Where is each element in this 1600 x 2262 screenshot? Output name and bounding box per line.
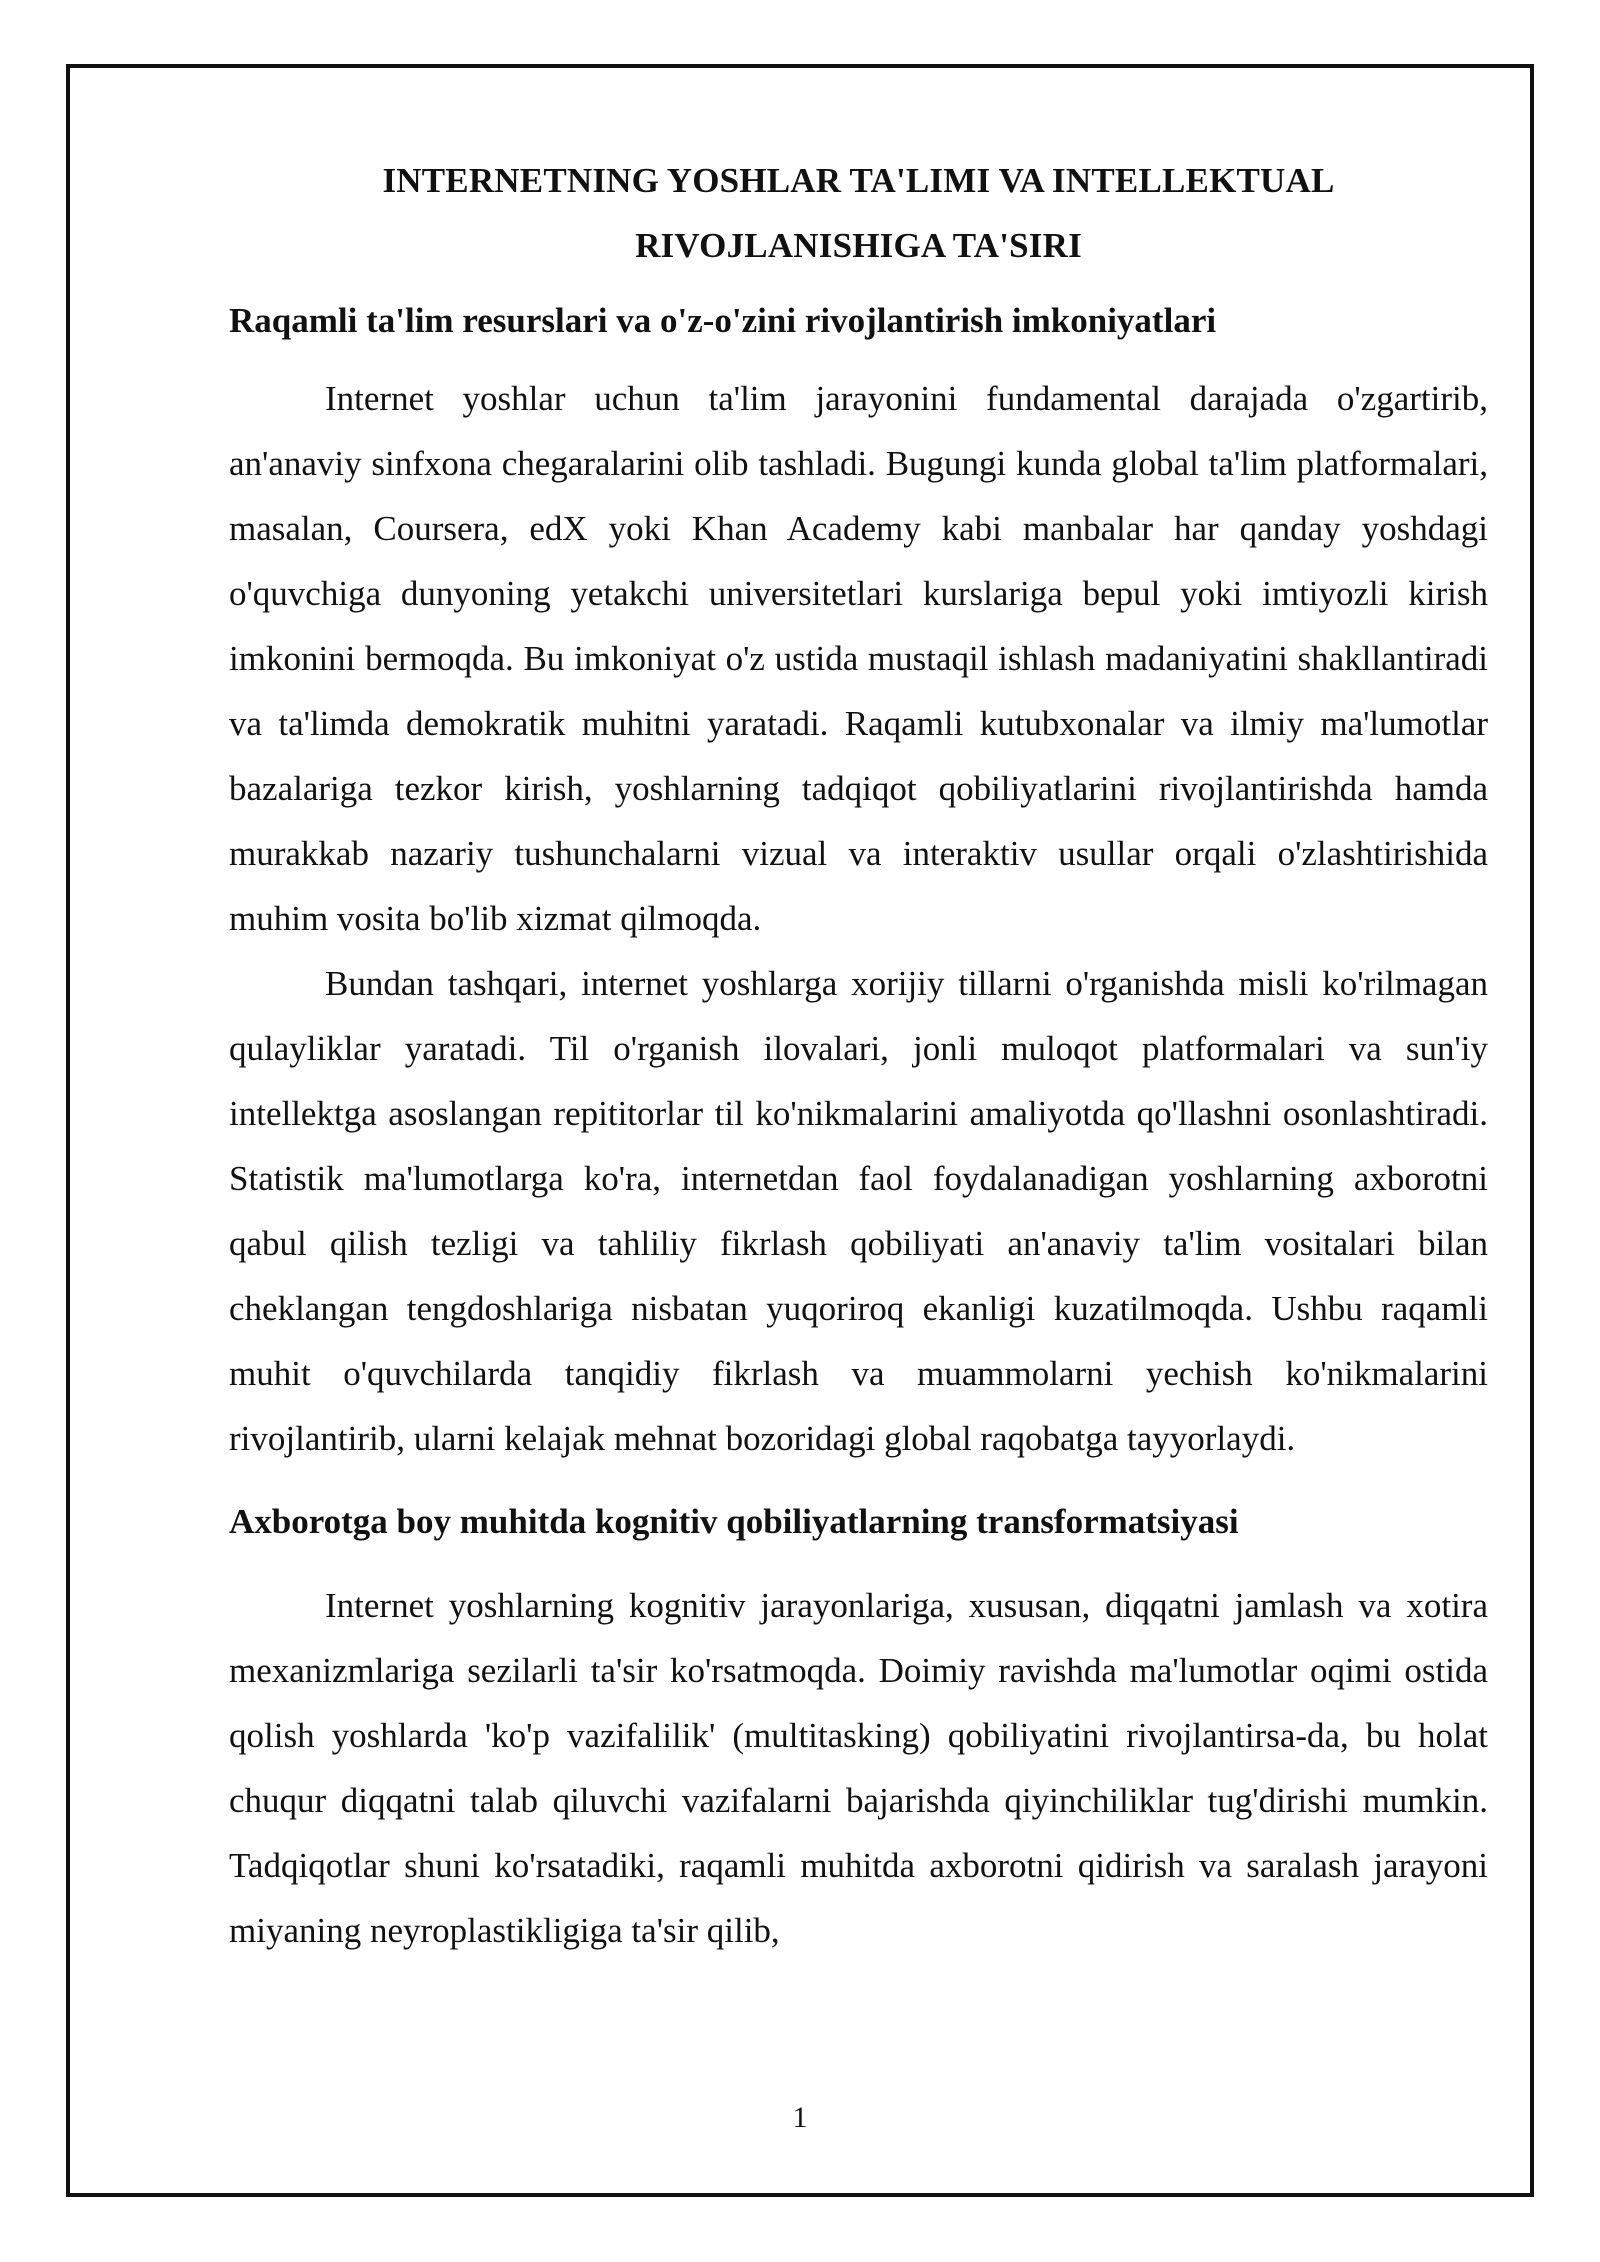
section-heading-2: Axborotga boy muhitda kognitiv qobiliyatlarning transformatsiyasi — [229, 1502, 1239, 1541]
title-line-2: RIVOJLANISHIGA TA'SIRI — [635, 226, 1082, 265]
document-title — [229, 148, 1488, 278]
section-heading-1: Raqamli ta'lim resurslari va o'z-o'zini rivojlantirish imkoniyatlari — [229, 301, 1217, 340]
paragraph-2: Bundan tashqari, internet yoshlarga xorijiy tillarni o'rganishda misli ko'rilmagan qulayliklar yaratadi. Til o'rganish ilovalari, jonli muloqot platformalari va sun'iy intellektga asoslangan repititorlar til ko'nikmalarini amaliyotda qo'llashni osonlashtiradi. Statistik ma'lumotlarga ko'ra, internetdan faol foydalanadigan yoshlarning axborotni qabul qilish tezligi va tahliliy fikrlash qobiliyati an'anaviy ta'lim vositalari bilan cheklangan tengdoshlariga nisbatan yuqoriroq ekanligi kuzatilmoqda. Ushbu raqamli muhit o'quvchilarda tanqidiy fikrlash va muammolarni yechish ko'nikmalarini rivojlantirib, ularni kelajak mehnat bozoridagi global raqobatga tayyorlaydi. — [229, 964, 1488, 1458]
paragraph-3: Internet yoshlarning kognitiv jarayonlariga, xususan, diqqatni jamlash va xotira mexanizmlariga sezilarli ta'sir ko'rsatmoqda. Doimiy ravishda ma'lumotlar oqimi ostida qolish yoshlarda 'ko'p vazifalilik' (multitasking) qobiliyatini rivojlantirsa-da, bu holat chuqur diqqatni talab qiluvchi vazifalarni bajarishda qiyinchiliklar tug'dirishi mumkin. Tadqiqotlar shuni ko'rsatadiki, raqamli muhitda axborotni qidirish va saralash jarayoni miyaning neyroplastikligiga ta'sir qilib, — [229, 1586, 1488, 1950]
paragraph-1: Internet yoshlar uchun ta'lim jarayonini fundamental darajada o'zgartirib, an'anaviy sinfxona chegaralarini olib tashladi. Bugungi kunda global ta'lim platformalari, masalan, Coursera, edX yoki Khan Academy kabi manbalar har qanday yoshdagi o'quvchiga dunyoning yetakchi universitetlari kurslariga bepul yoki imtiyozli kirish imkonini bermoqda. Bu imkoniyat o'z ustida mustaqil ishlash madaniyatini shakllantiradi va ta'limda demokratik muhitni yaratadi. Raqamli kutubxonalar va ilmiy ma'lumotlar bazalariga tezkor kirish, yoshlarning tadqiqot qobiliyatlarini rivojlantirishda hamda murakkab nazariy tushunchalarni vizual va interaktiv usullar orqali o'zlashtirishida muhim vosita bo'lib xizmat qilmoqda. — [229, 379, 1488, 938]
page-number: 1 — [792, 2101, 808, 2134]
document-body — [229, 148, 1488, 1963]
title-line-1: INTERNETNING YOSHLAR TA'LIMI VA INTELLEKTUAL — [382, 161, 1335, 200]
